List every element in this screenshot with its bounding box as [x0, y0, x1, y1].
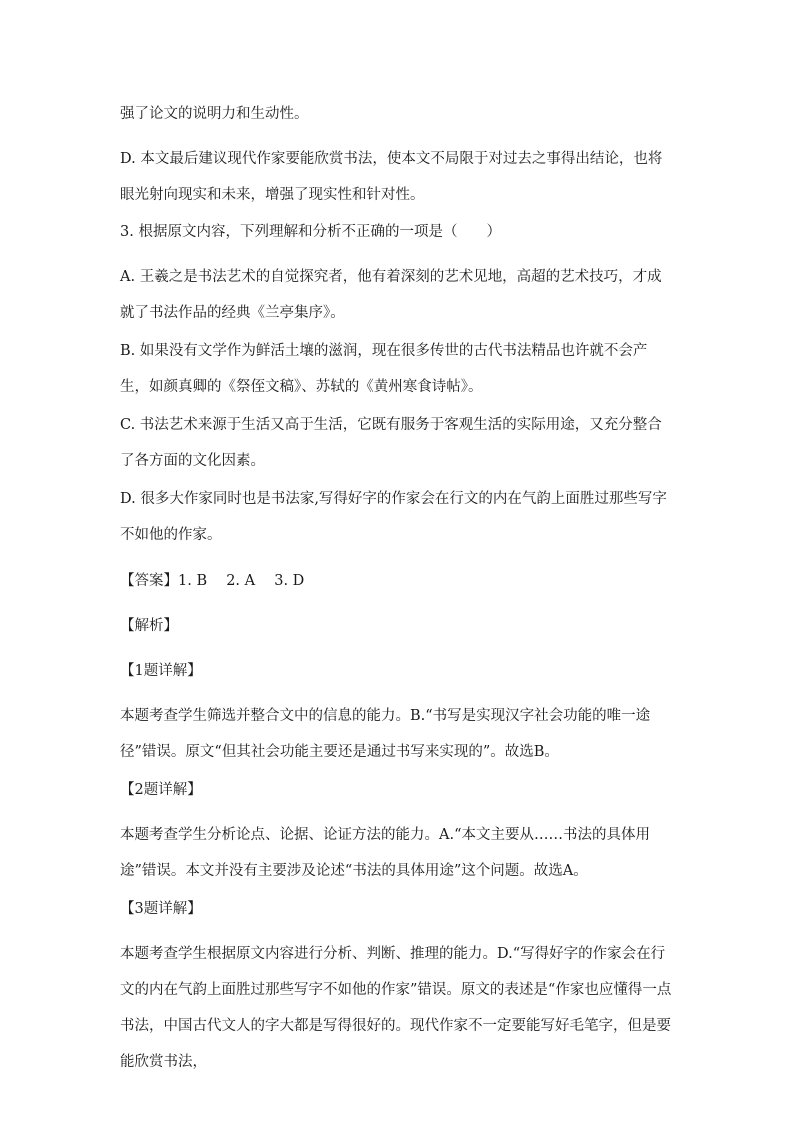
answer-text: 1. B 2. A 3. D — [178, 573, 305, 589]
detail-3-tag: 【3题详解】 — [120, 901, 202, 917]
option-d-paragraph: D. 本文最后建议现代作家要能欣赏书法，使本文不局限于对过去之事得出结论，也将眼光射向现实和未来，增强了现实性和针对性。 — [120, 151, 663, 203]
answer-line — [120, 563, 676, 599]
detail-2-text: 本题考查学生分析论点、论据、论证方法的能力。A.“本文主要从……书法的具体用途”错误。本文并没有主要涉及论述“书法的具体用途”这个问题。故选A。 — [120, 827, 650, 879]
question-3-option-a: A. 王羲之是书法艺术的自觉探究者，他有着深刻的艺术见地，高超的艺术技巧，才成就了书法作品的经典《兰亭集序》。 — [120, 269, 662, 321]
detail-2-tag: 【2题详解】 — [120, 782, 202, 798]
detail-1-tag: 【1题详解】 — [120, 663, 202, 679]
detail-1-text: 本题考查学生筛选并整合文中的信息的能力。B.“书写是实现汉字社会功能的唯一途径”错误。原文“但其社会功能主要还是通过书写来实现的”。故选B。 — [120, 708, 651, 760]
answer-tag: 【答案】 — [120, 573, 178, 589]
analysis-tag: 【解析】 — [120, 618, 178, 634]
question-3: 3. 根据原文内容，下列理解和分析不正确的一项是（ ） — [120, 224, 501, 240]
question-3-option-d: D. 很多大作家同时也是书法家,写得好字的作家会在行文的内在气韵上面胜过那些写字不如他的作家。 — [120, 491, 667, 543]
detail-3-text: 本题考查学生根据原文内容进行分析、判断、推理的能力。D.“写得好字的作家会在行文的内在气韵上面胜过那些写字不如他的作家”错误。原文的表述是“作家也应懂得一点书法，中国古代文人的字大都是写得很好的。现代作家不一定要能写好毛笔字，但是要能欣赏书法， — [120, 946, 672, 1070]
question-3-option-c: C. 书法艺术来源于生活又高于生活，它既有服务于客观生活的实际用途，又充分整合了各方面的文化因素。 — [120, 417, 662, 469]
paragraph-continuation: 强了论文的说明力和生动性。 — [120, 106, 309, 122]
question-3-option-b: B. 如果没有文学作为鲜活土壤的滋润，现在很多传世的古代书法精品也许就不会产生，如颜真卿的《祭侄文稿》、苏轼的《黄州寒食诗帖》。 — [120, 343, 648, 395]
